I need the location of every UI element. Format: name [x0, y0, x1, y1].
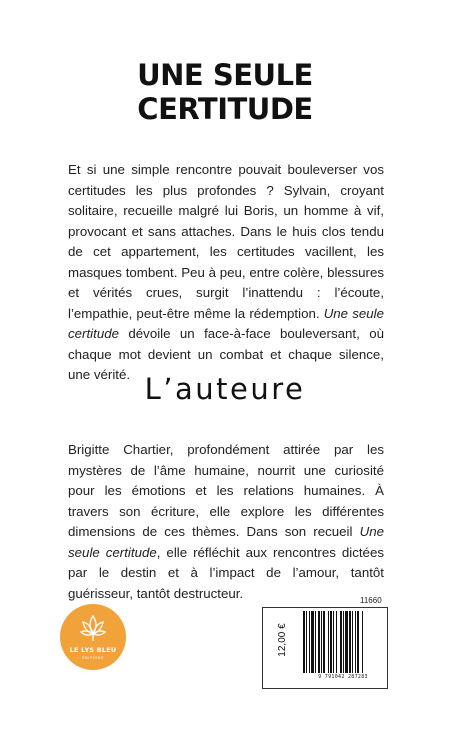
bio-italic-title: Une seule certitude [68, 524, 384, 560]
barcode-bar [323, 611, 325, 673]
summary-part-2: dévoile un face-à-face bouleversant, où chaque mot devient un combat et chaque silence, une vérité. [68, 326, 384, 382]
barcode-bar [321, 611, 322, 673]
price-label: 12,00 € [277, 623, 288, 657]
barcode-bar [315, 611, 316, 673]
product-code: 11660 [360, 596, 382, 605]
publisher-sub: ÉDITIONS [82, 656, 104, 660]
barcode-bar [340, 611, 342, 673]
book-title-line-2: CERTITUDE [137, 92, 313, 126]
barcode-bar [355, 611, 356, 673]
barcode-bar [362, 611, 363, 673]
summary-italic-title: Une seule certitude [68, 305, 384, 341]
book-title-line-1: UNE SEULE [137, 58, 313, 92]
barcode-bar [311, 611, 314, 673]
author-heading: L’auteure [144, 372, 306, 406]
barcode-bar [336, 611, 337, 673]
publisher-name: LE LYS BLEU [69, 646, 117, 654]
bio-part-2: , elle réfléchit aux rencontres dictées par le destin et à l’impact de l’amour, tantôt guérisseur, tantôt destructeur. [68, 544, 384, 601]
barcode-bar [345, 611, 348, 673]
barcode-bar [303, 611, 305, 673]
barcode-bar [328, 611, 329, 673]
barcode-bar [306, 611, 307, 673]
summary-part-1: Et si une simple rencontre pouvait bouleverser vos certitudes les plus profondes ? Sylvain, croyant solitaire, recueille malgré lui Boris, un homme à vif, provocant et sans attaches. Dans le huis clos tendu de cet appartement, les certitudes vacillent, les masques tombent. Peu à peu, entre colère, blessures et vérités crues, surgit l’inattendu : l’écoute, l’empathie, peut-être même la rédemption. [68, 162, 384, 321]
barcode-bar [343, 611, 344, 673]
summary-text [68, 160, 384, 386]
bio-part-1: Brigitte Chartier, profondément attirée par les mystères de l’âme humaine, nourrit une curiosité pour les émotions et les relations humaines. À travers son écriture, elle explore les différentes dimensions de ces thèmes. Dans son recueil [68, 442, 384, 539]
lotus-icon [79, 612, 107, 644]
barcode-bar [349, 611, 351, 673]
barcode [303, 611, 381, 673]
author-bio [68, 440, 384, 604]
barcode-bar [333, 611, 334, 673]
barcode-bar [318, 611, 320, 673]
book-title [0, 58, 450, 126]
barcode-bar [330, 611, 332, 673]
barcode-bar [309, 611, 310, 673]
publisher-logo [60, 604, 126, 670]
barcode-bar [352, 611, 353, 673]
barcode-bar [357, 611, 359, 673]
isbn-number: 9 791042 287283 [318, 674, 368, 680]
